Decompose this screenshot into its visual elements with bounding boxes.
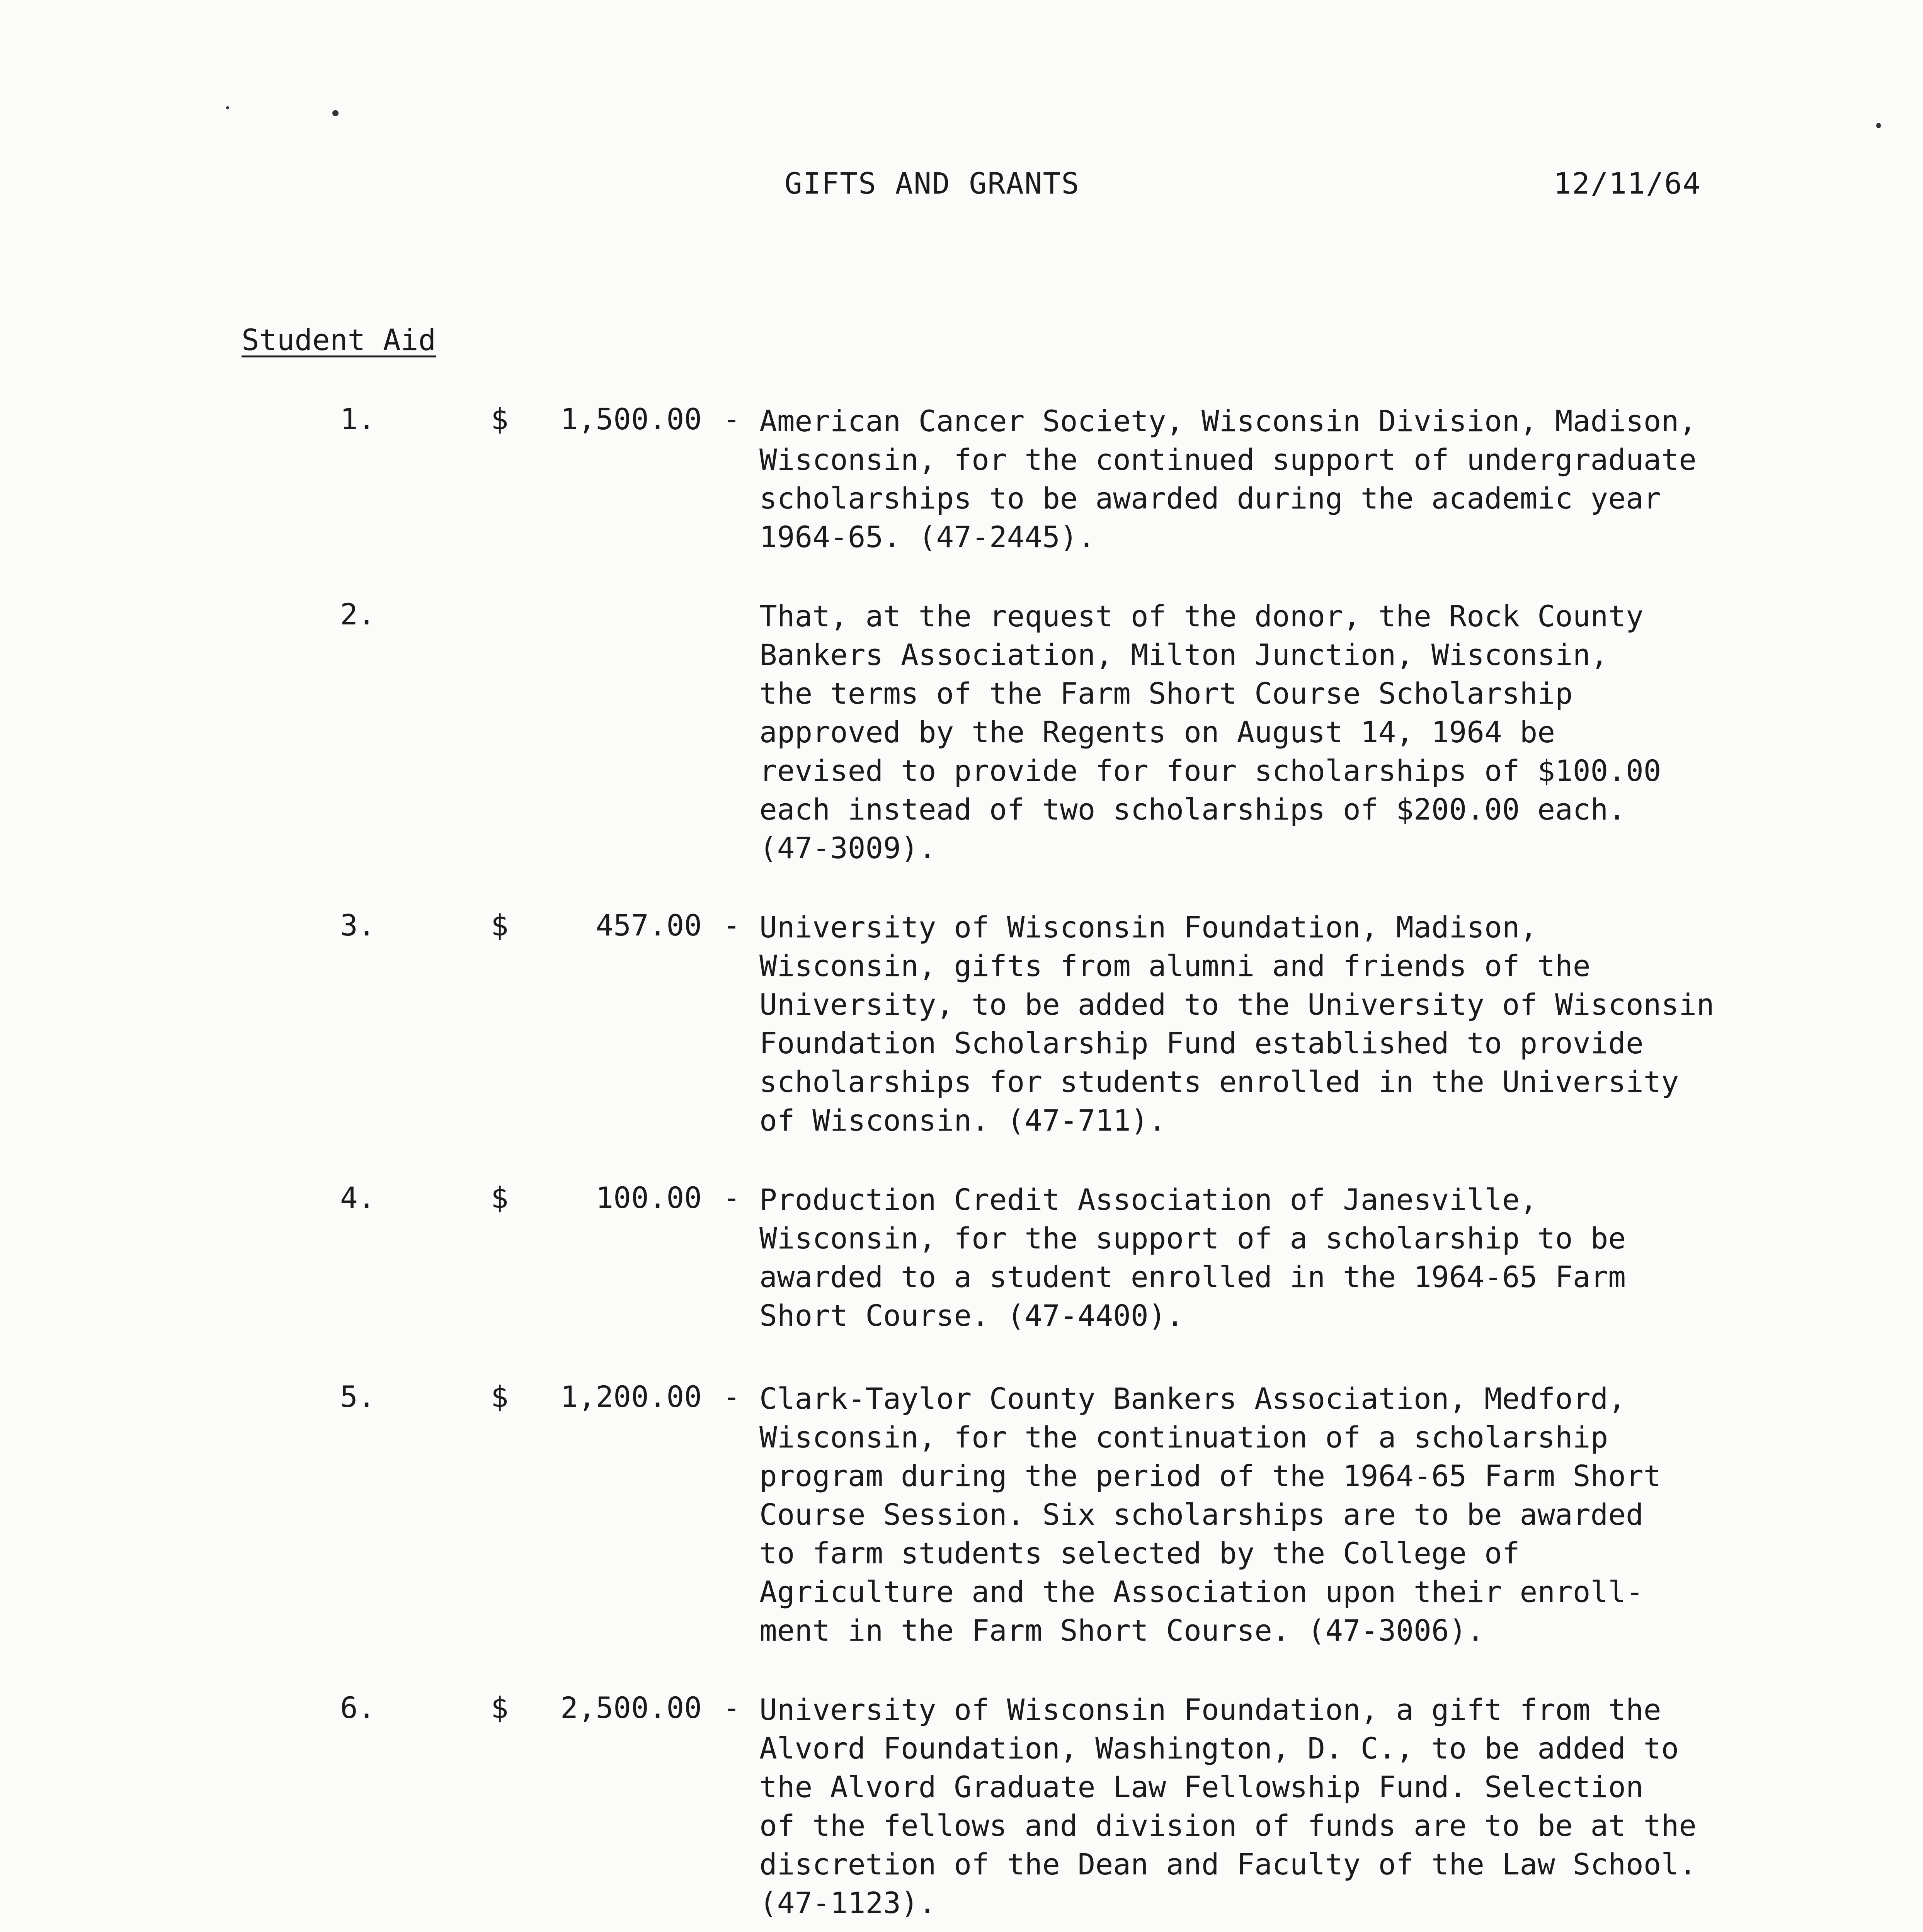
dollar-sign: $ <box>491 1690 509 1725</box>
item-number: 5. <box>340 1379 376 1414</box>
item-description: That, at the request of the donor, the Rock County Bankers Association, Milton Junction, Wisconsin, the terms of the Farm Short Course Scholarship approved by the Regents on August 14, 1964 be revised to provide for four scholarships of $100.00 each instead of two scholarships of $200.00 each. (47-3009). <box>759 599 1661 865</box>
item-dash: - <box>723 1379 740 1414</box>
item-number: 4. <box>340 1180 376 1215</box>
item-amount: 1,200.00 <box>560 1379 702 1414</box>
item-amount: 2,500.00 <box>560 1690 702 1725</box>
dollar-sign: $ <box>491 1180 509 1215</box>
item-number: 6. <box>340 1690 376 1725</box>
item-description: Clark-Taylor County Bankers Association, Medford, Wisconsin, for the continuation of a scholarship program during the period of the 1964-65 Farm Short Course Session. Six scholarships are to be awarded to farm students selected by the College of Agriculture and the Association upon their enroll- ment in the Farm Short Course. (47-3006). <box>759 1381 1661 1648</box>
scan-speck <box>1876 123 1881 128</box>
item-description: American Cancer Society, Wisconsin Division, Madison, Wisconsin, for the continued support of undergraduate scholarships to be awarded during the academic year 1964-65. (47-2445). <box>759 404 1697 554</box>
item-dash: - <box>723 908 740 942</box>
item-number: 1. <box>340 402 376 436</box>
scan-speck <box>226 106 229 109</box>
section-heading: Student Aid <box>242 323 436 357</box>
item-dash: - <box>723 402 740 436</box>
item-description: Production Credit Association of Janesville, Wisconsin, for the support of a scholarship to be awarded to a student enrolled in the 1964-65 Farm Short Course. (47-4400). <box>759 1182 1626 1333</box>
dollar-sign: $ <box>491 908 509 942</box>
item-number: 3. <box>340 908 376 942</box>
item-description: University of Wisconsin Foundation, a gift from the Alvord Foundation, Washington, D. C., to be added to the Alvord Graduate Law Fellowship Fund. Selection of the fellows and division of funds are to be at the discretion of the Dean and Faculty of the Law School. (47-1123). <box>759 1692 1697 1920</box>
item-amount: 457.00 <box>596 908 702 942</box>
item-dash: - <box>723 1180 740 1215</box>
item-number: 2. <box>340 597 376 631</box>
dollar-sign: $ <box>491 1379 509 1414</box>
document-date: 12/11/64 <box>1554 166 1702 201</box>
item-amount: 1,500.00 <box>560 402 702 436</box>
item-description: University of Wisconsin Foundation, Madison, Wisconsin, gifts from alumni and friends of the University, to be added to the University of Wisconsin Foundation Scholarship Fund established to provide scholarships for students enrolled in the University of Wisconsin. (47-711). <box>759 910 1714 1138</box>
page-title: GIFTS AND GRANTS <box>785 166 1080 201</box>
scan-speck <box>332 110 339 116</box>
item-dash: - <box>723 1690 740 1725</box>
item-amount: 100.00 <box>596 1180 702 1215</box>
dollar-sign: $ <box>491 402 509 436</box>
